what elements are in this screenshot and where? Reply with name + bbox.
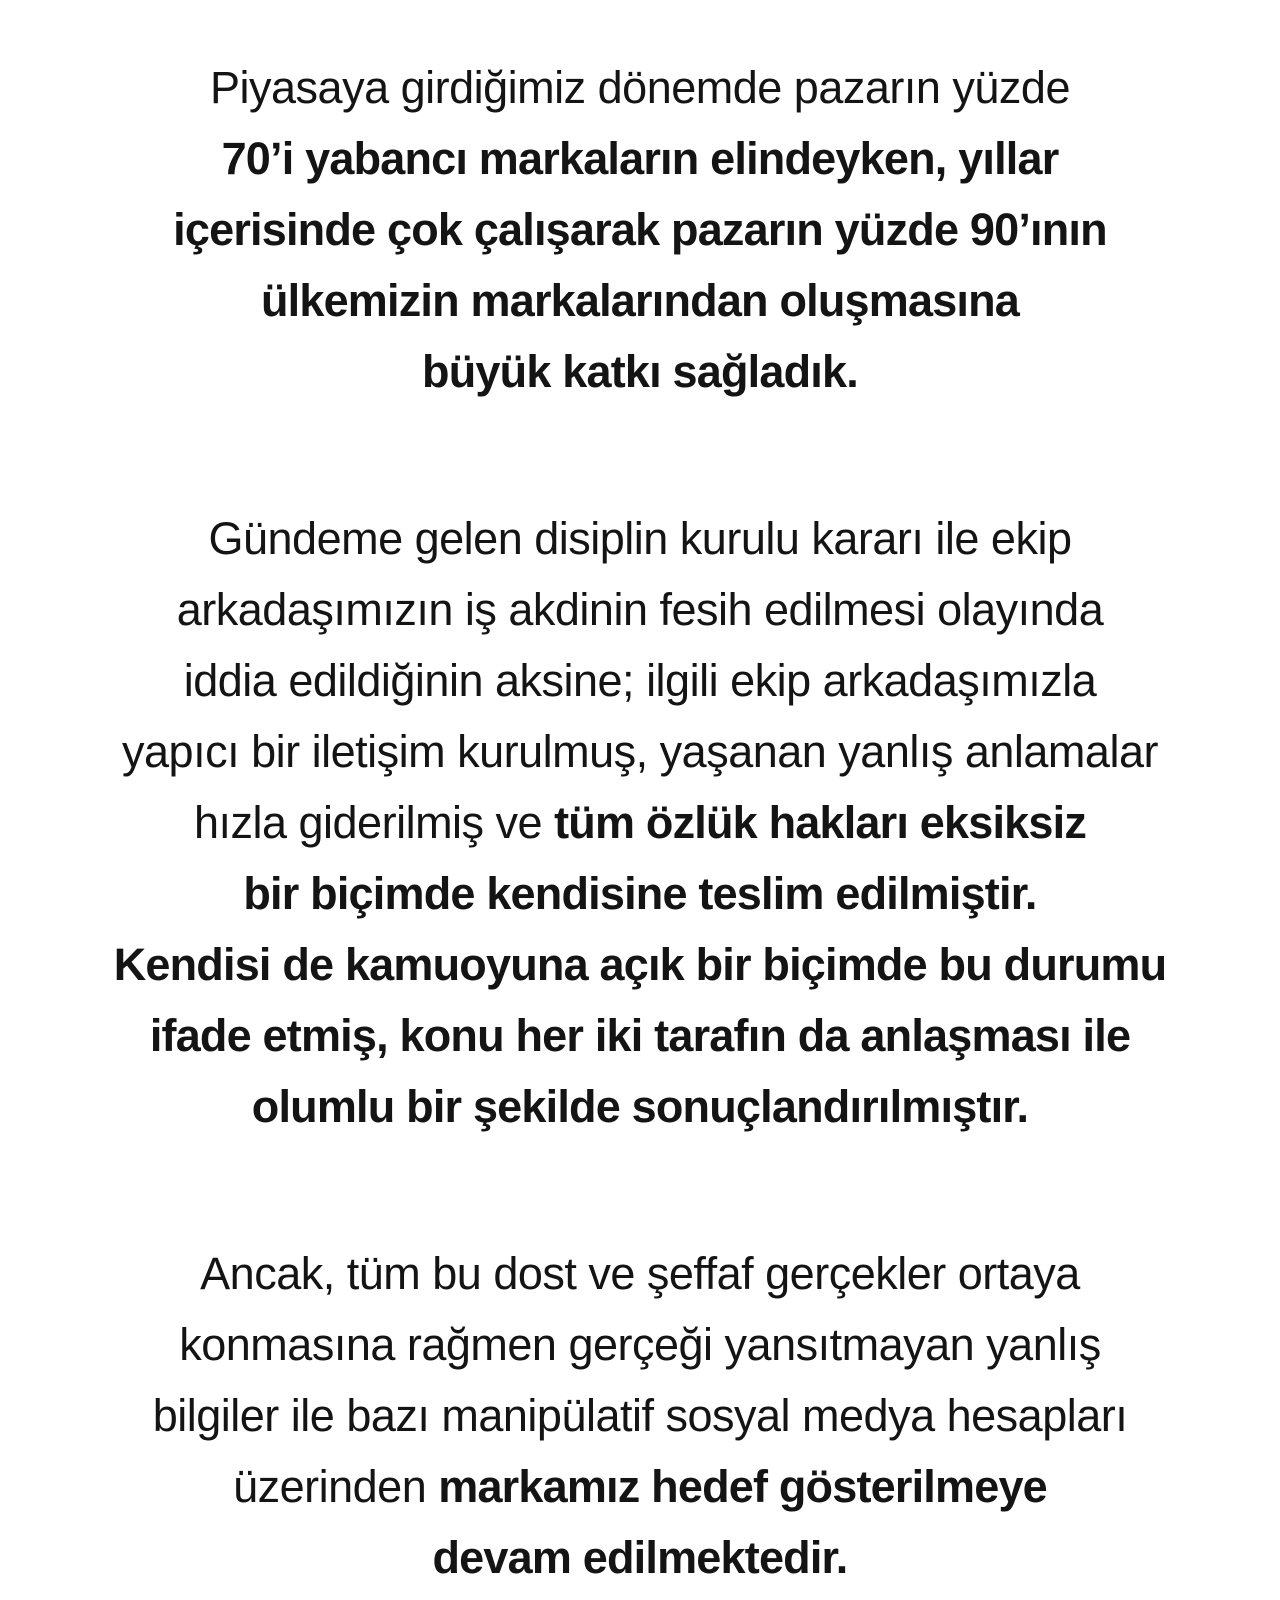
text-line: [20, 52, 1260, 123]
bold-text-run: içerisinde çok çalışarak pazarın yüzde 90’ının: [173, 204, 1107, 255]
bold-text-run: büyük katkı sağladık.: [422, 346, 858, 397]
regular-text-run: Piyasaya girdiğimiz dönemde pazarın yüzde: [210, 62, 1070, 113]
text-line: [20, 787, 1260, 858]
text-line: [20, 858, 1260, 929]
text-line: [20, 574, 1260, 645]
regular-text-run: Gündeme gelen disiplin kurulu kararı ile ekip: [208, 513, 1072, 564]
bold-text-run: Kendisi de kamuoyuna açık bir biçimde bu durumu: [113, 939, 1167, 990]
paragraph: [20, 52, 1260, 407]
text-line: [20, 645, 1260, 716]
text-line: [20, 336, 1260, 407]
statement-text: [20, 52, 1260, 1593]
text-line: [20, 1238, 1260, 1309]
text-line: [20, 265, 1260, 336]
text-line: [20, 1451, 1260, 1522]
regular-text-run: bilgiler ile bazı manipülatif sosyal medya hesapları: [152, 1390, 1128, 1441]
bold-text-run: olumlu bir şekilde sonuçlandırılmıştır.: [251, 1081, 1029, 1132]
regular-text-run: iddia edildiğinin aksine; ilgili ekip arkadaşımızla: [183, 655, 1097, 706]
text-line: [20, 1309, 1260, 1380]
bold-text-run: tüm özlük hakları eksiksiz: [554, 797, 1087, 848]
regular-text-run: yapıcı bir iletişim kurulmuş, yaşanan yanlış anlamalar: [122, 726, 1158, 777]
text-line: [20, 503, 1260, 574]
text-line: [20, 1522, 1260, 1593]
text-line: [20, 716, 1260, 787]
text-line: [20, 194, 1260, 265]
text-line: [20, 929, 1260, 1000]
paragraph: [20, 503, 1260, 1142]
paragraph: [20, 1238, 1260, 1593]
regular-text-run: konmasına rağmen gerçeği yansıtmayan yanlış: [179, 1319, 1101, 1370]
regular-text-run: üzerinden: [233, 1461, 439, 1512]
text-line: [20, 1071, 1260, 1142]
bold-text-run: devam edilmektedir.: [432, 1532, 848, 1583]
bold-text-run: ülkemizin markalarından oluşmasına: [260, 275, 1020, 326]
text-line: [20, 1000, 1260, 1071]
regular-text-run: Ancak, tüm bu dost ve şeffaf gerçekler ortaya: [200, 1248, 1080, 1299]
bold-text-run: bir biçimde kendisine teslim edilmiştir.: [243, 868, 1037, 919]
regular-text-run: arkadaşımızın iş akdinin fesih edilmesi olayında: [176, 584, 1104, 635]
bold-text-run: markamız hedef gösterilmeye: [438, 1461, 1047, 1512]
regular-text-run: hızla giderilmiş ve: [193, 797, 555, 848]
text-line: [20, 123, 1260, 194]
bold-text-run: ifade etmiş, konu her iki tarafın da anlaşması ile: [149, 1010, 1131, 1061]
bold-text-run: 70’i yabancı markaların elindeyken, yıllar: [221, 133, 1059, 184]
text-line: [20, 1380, 1260, 1451]
